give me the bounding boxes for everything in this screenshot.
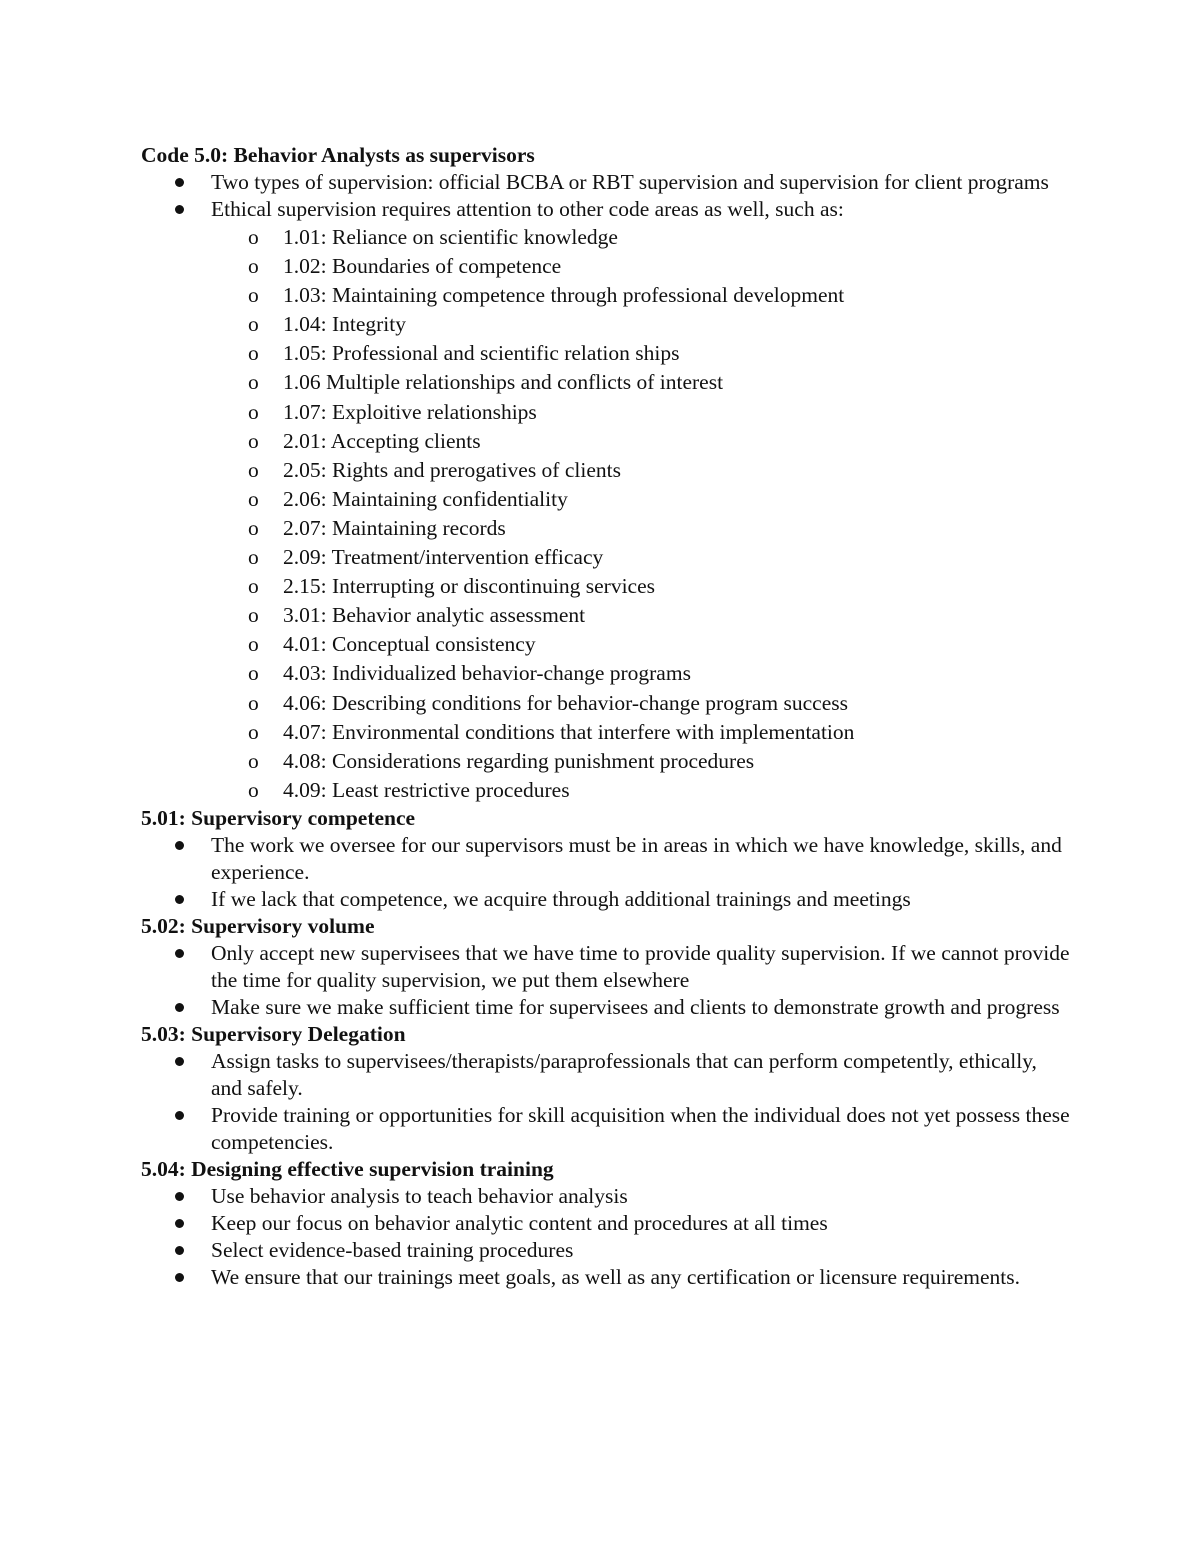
section-heading: 5.02: Supervisory volume <box>141 913 375 938</box>
sub-item <box>212 718 1070 747</box>
bullet-item <box>141 1183 1071 1210</box>
bullet-item <box>141 1210 1071 1237</box>
sub-item-text: 4.06: Describing conditions for behavior-change program success <box>283 690 848 715</box>
bullet-item <box>141 169 1071 196</box>
section-5-04 <box>141 1156 1070 1291</box>
sub-item-text: 4.08: Considerations regarding punishment procedures <box>283 748 755 773</box>
bullet-item <box>141 832 1071 886</box>
code-areas-sublist <box>212 223 1070 805</box>
circle-marker-icon: o <box>248 777 259 802</box>
sub-item-text: 4.07: Environmental conditions that interfere with implementation <box>283 719 855 744</box>
sub-item <box>212 601 1070 630</box>
bullet-text: Make sure we make sufficient time for supervisees and clients to demonstrate growth and progress <box>211 994 1060 1019</box>
bullet-dot-icon <box>175 1057 184 1066</box>
sub-item-text: 1.02: Boundaries of competence <box>283 254 562 279</box>
bullet-item <box>141 196 1071 223</box>
sub-item-text: 4.09: Least restrictive procedures <box>283 777 570 802</box>
bullet-list <box>141 1048 1070 1156</box>
section-code-5-0 <box>141 142 1070 805</box>
circle-marker-icon: o <box>248 254 259 279</box>
circle-marker-icon: o <box>248 341 259 366</box>
section-5-01 <box>141 805 1070 913</box>
circle-marker-icon: o <box>248 632 259 657</box>
sub-item <box>212 543 1070 572</box>
sub-item-text: 2.01: Accepting clients <box>283 428 481 453</box>
bullet-item <box>141 1237 1071 1264</box>
sub-item <box>212 456 1070 485</box>
sub-item-text: 1.05: Professional and scientific relation ships <box>283 341 680 366</box>
bullet-dot-icon <box>175 895 184 904</box>
sub-item-text: 4.01: Conceptual consistency <box>283 632 536 657</box>
sub-item <box>212 252 1070 281</box>
circle-marker-icon: o <box>248 428 259 453</box>
bullet-item <box>141 886 1071 913</box>
bullet-list <box>141 1183 1070 1291</box>
sub-item <box>212 514 1070 543</box>
bullet-text: The work we oversee for our supervisors must be in areas in which we have knowledge, skills, and experience. <box>211 832 1062 884</box>
circle-marker-icon: o <box>248 545 259 570</box>
circle-marker-icon: o <box>248 370 259 395</box>
bullet-text: Only accept new supervisees that we have time to provide quality supervision. If we cannot provide the time for quality supervision, we put them elsewhere <box>211 940 1070 992</box>
sub-item <box>212 281 1070 310</box>
bullet-item <box>141 940 1071 994</box>
sub-item <box>212 485 1070 514</box>
sub-item-text: 2.05: Rights and prerogatives of clients <box>283 457 621 482</box>
sub-item <box>212 689 1070 718</box>
section-heading: Code 5.0: Behavior Analysts as supervisors <box>141 143 535 167</box>
bullet-list <box>141 940 1070 1021</box>
bullet-dot-icon <box>175 1003 184 1012</box>
circle-marker-icon: o <box>248 661 259 686</box>
sub-item <box>212 310 1070 339</box>
bullet-list <box>141 169 1070 223</box>
sub-item-text: 4.03: Individualized behavior-change programs <box>283 661 691 686</box>
sub-item-text: 2.15: Interrupting or discontinuing services <box>283 574 655 599</box>
sub-item <box>212 223 1070 252</box>
bullet-dot-icon <box>175 1273 184 1282</box>
sub-item <box>212 572 1070 601</box>
bullet-dot-icon <box>175 205 184 214</box>
bullet-list <box>141 832 1070 913</box>
bullet-text: If we lack that competence, we acquire through additional trainings and meetings <box>211 886 911 911</box>
bullet-dot-icon <box>175 1246 184 1255</box>
sub-item <box>212 339 1070 368</box>
bullet-item <box>141 1102 1071 1156</box>
bullet-text: Keep our focus on behavior analytic content and procedures at all times <box>211 1210 828 1235</box>
sub-item-text: 1.04: Integrity <box>283 312 407 337</box>
section-5-02 <box>141 913 1070 1021</box>
section-heading: 5.03: Supervisory Delegation <box>141 1021 406 1046</box>
section-heading: 5.01: Supervisory competence <box>141 805 416 830</box>
bullet-text: Two types of supervision: official BCBA or RBT supervision and supervision for client programs <box>211 170 1049 194</box>
bullet-dot-icon <box>175 1111 184 1120</box>
sub-item-text: 1.01: Reliance on scientific knowledge <box>283 225 618 249</box>
circle-marker-icon: o <box>248 603 259 628</box>
circle-marker-icon: o <box>248 457 259 482</box>
bullet-text: Assign tasks to supervisees/therapists/paraprofessionals that can perform competently, ethically, and safely. <box>211 1048 1037 1100</box>
bullet-item <box>141 994 1071 1021</box>
bullet-item <box>141 1264 1071 1291</box>
bullet-dot-icon <box>175 1192 184 1201</box>
circle-marker-icon: o <box>248 486 259 511</box>
circle-marker-icon: o <box>248 515 259 540</box>
sub-item-text: 1.06 Multiple relationships and conflicts of interest <box>283 370 724 395</box>
sub-item-text: 3.01: Behavior analytic assessment <box>283 603 586 628</box>
section-5-03 <box>141 1021 1070 1156</box>
sub-item-text: 2.07: Maintaining records <box>283 515 506 540</box>
bullet-text: Select evidence-based training procedures <box>211 1237 574 1262</box>
section-heading: 5.04: Designing effective supervision training <box>141 1156 554 1181</box>
sub-item-text: 2.06: Maintaining confidentiality <box>283 486 568 511</box>
sub-item <box>212 776 1070 805</box>
circle-marker-icon: o <box>248 225 259 249</box>
sub-item <box>212 630 1070 659</box>
sub-item <box>212 659 1070 688</box>
bullet-text: Ethical supervision requires attention to other code areas as well, such as: <box>211 197 844 221</box>
bullet-dot-icon <box>175 949 184 958</box>
circle-marker-icon: o <box>248 690 259 715</box>
sub-item <box>212 427 1070 456</box>
sub-item-text: 2.09: Treatment/intervention efficacy <box>283 545 604 570</box>
circle-marker-icon: o <box>248 748 259 773</box>
sub-item <box>212 398 1070 427</box>
bullet-dot-icon <box>175 178 184 187</box>
sub-item <box>212 747 1070 776</box>
sub-item-text: 1.07: Exploitive relationships <box>283 399 537 424</box>
sub-item-text: 1.03: Maintaining competence through professional development <box>283 283 845 308</box>
bullet-dot-icon <box>175 841 184 850</box>
circle-marker-icon: o <box>248 719 259 744</box>
bullet-text: Provide training or opportunities for skill acquisition when the individual does not yet possess these competencies. <box>211 1102 1070 1154</box>
circle-marker-icon: o <box>248 399 259 424</box>
bullet-dot-icon <box>175 1219 184 1228</box>
bullet-text: We ensure that our trainings meet goals, as well as any certification or licensure requirements. <box>211 1264 1021 1289</box>
bullet-item <box>141 1048 1071 1102</box>
bullet-text: Use behavior analysis to teach behavior analysis <box>211 1183 628 1208</box>
circle-marker-icon: o <box>248 574 259 599</box>
sub-item <box>212 368 1070 397</box>
circle-marker-icon: o <box>248 312 259 337</box>
circle-marker-icon: o <box>248 283 259 308</box>
